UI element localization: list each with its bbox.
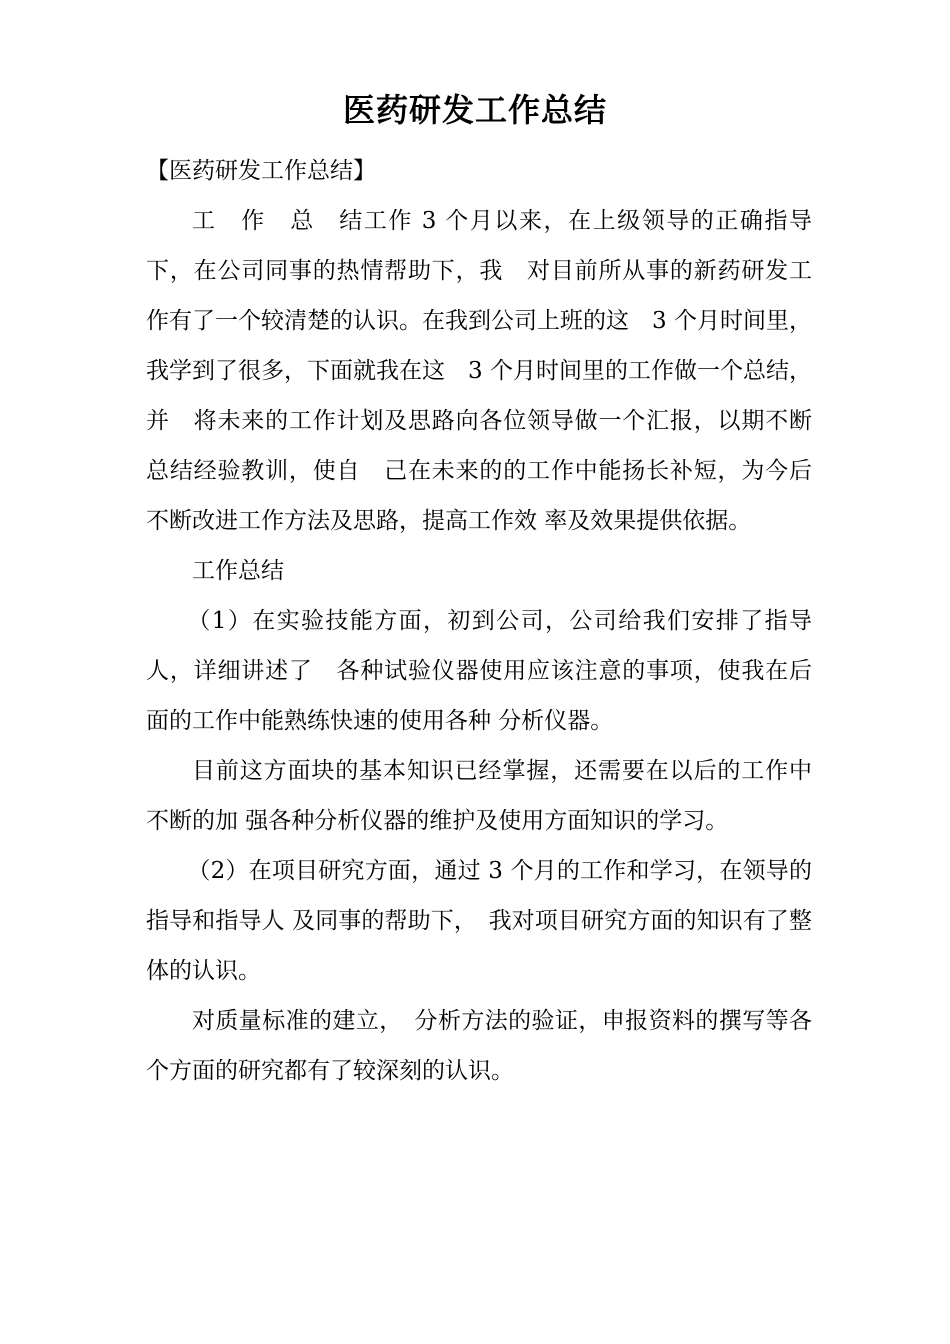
paragraph-quality-standards: 对质量标准的建立， 分析方法的验证，申报资料的撰写等各个方面的研究都有了较深刻的认识。 — [146, 1008, 812, 1084]
paragraph-lab-skills: （1）在实验技能方面，初到公司，公司给我们安排了指导人，详细讲述了 各种试验仪器使用应该注意的事项，使我在后面的工作中能熟练快速的使用各种 分析仪器。 — [146, 608, 812, 734]
section-heading: 【医药研发工作总结】 — [146, 158, 376, 184]
document-title: 医药研发工作总结 — [342, 91, 607, 129]
document-body — [146, 146, 812, 1096]
subheading-work-summary: 工作总结 — [192, 558, 284, 584]
paragraph-intro: 工 作 总 结工作 3 个月以来，在上级领导的正确指导下，在公司同事的热情帮助下，我 对目前所从事的新药研发工作有了一个较清楚的认识。在我到公司上班的这 3 个月时间里，我学到了很多，下面就我在这 3 个月时间里的工作做一个总结，并 将未来的工作计划及思路向各位领导做一个汇报，以期不断总结经验教训，使自 己在未来的的工作中能扬长补短，为今后不断改进工作方法及思路，提高工作效 率及效果提供依据。 — [146, 208, 812, 534]
paragraph-project-research: （2）在项目研究方面，通过 3 个月的工作和学习，在领导的指导和指导人 及同事的帮助下， 我对项目研究方面的知识有了整体的认识。 — [146, 858, 812, 984]
paragraph-knowledge: 目前这方面块的基本知识已经掌握，还需要在以后的工作中不断的加 强各种分析仪器的维护及使用方面知识的学习。 — [146, 758, 812, 834]
